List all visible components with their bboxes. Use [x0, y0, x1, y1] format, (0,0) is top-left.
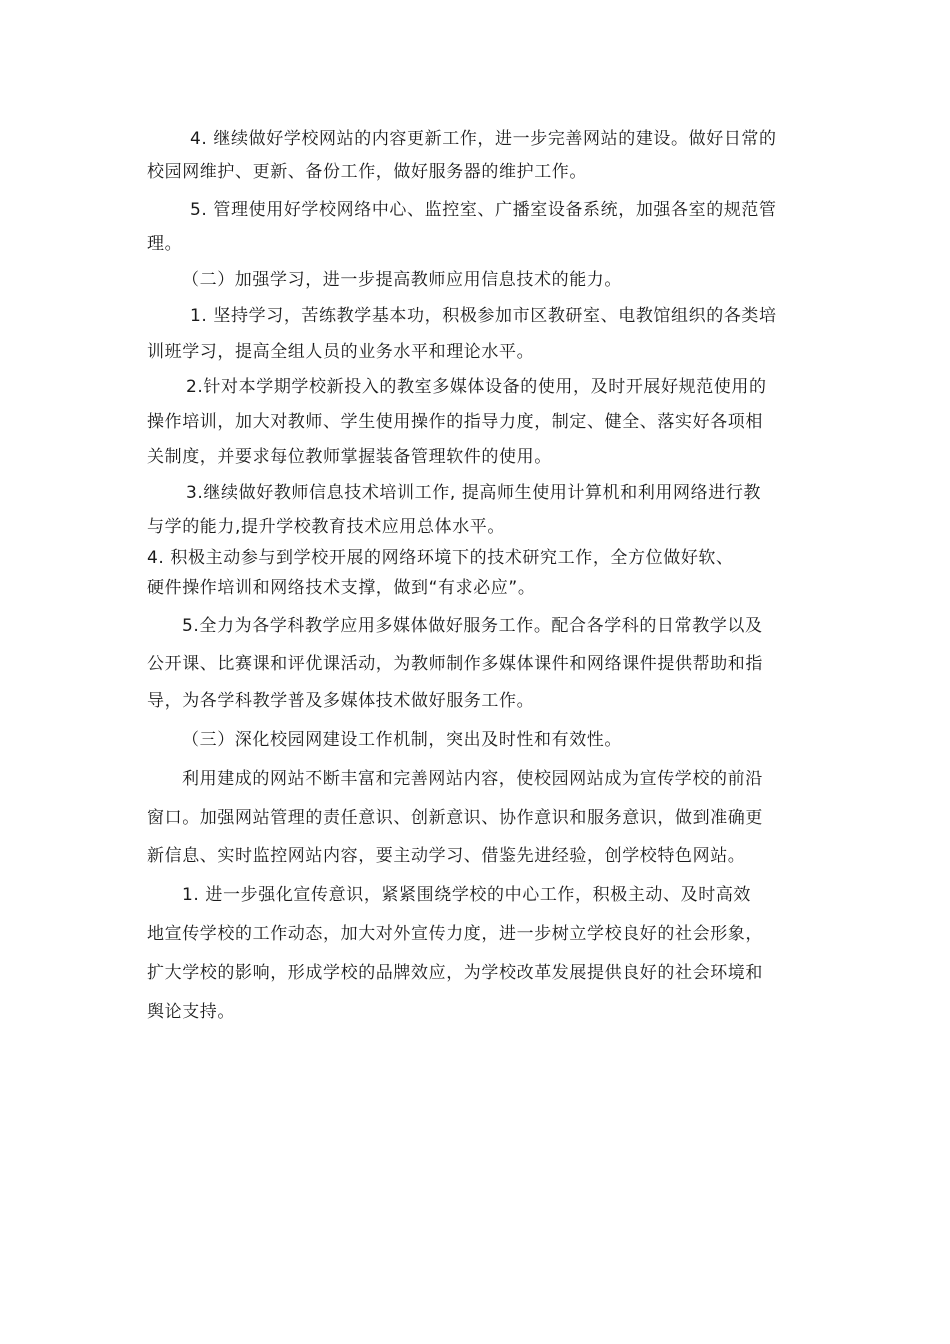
paragraph-5-line-1: 5. 管理使用好学校网络中心、监控室、广播室设备系统，加强各室的规范管 — [190, 200, 777, 220]
item-4-line-1: 4. 积极主动参与到学校开展的网络环境下的技术研究工作，全方位做好软、 — [147, 548, 734, 568]
section-3-item-1-line-1: 1. 进一步强化宣传意识，紧紧围绕学校的中心工作，积极主动、及时高效 — [182, 885, 752, 905]
section-3-paragraph-line-2: 窗口。加强网站管理的责任意识、创新意识、协作意识和服务意识，做到准确更 — [147, 808, 763, 828]
item-3-line-1: 3.继续做好教师信息技术培训工作, 提高师生使用计算机和利用网络进行教 — [186, 483, 762, 503]
section-2-heading: （二）加强学习，进一步提高教师应用信息技术的能力。 — [182, 270, 622, 290]
item-3-line-2: 与学的能力,提升学校教育技术应用总体水平。 — [147, 517, 506, 537]
item-5-line-2: 公开课、比赛课和评优课活动，为教师制作多媒体课件和网络课件提供帮助和指 — [147, 654, 763, 674]
item-5-line-1: 5.全力为各学科教学应用多媒体做好服务工作。配合各学科的日常教学以及 — [182, 616, 763, 636]
section-3-item-1-line-4: 舆论支持。 — [147, 1002, 235, 1022]
item-1-line-1: 1. 坚持学习，苦练教学基本功，积极参加市区教研室、电教馆组织的各类培 — [190, 306, 777, 326]
section-3-item-1-line-2: 地宣传学校的工作动态，加大对外宣传力度，进一步树立学校良好的社会形象， — [147, 924, 763, 944]
item-2-line-2: 操作培训，加大对教师、学生使用操作的指导力度，制定、健全、落实好各项相 — [147, 412, 763, 432]
section-3-item-1-line-3: 扩大学校的影响，形成学校的品牌效应，为学校改革发展提供良好的社会环境和 — [147, 963, 763, 983]
item-2-line-3: 关制度，并要求每位教师掌握装备管理软件的使用。 — [147, 447, 552, 467]
item-1-line-2: 训班学习，提高全组人员的业务水平和理论水平。 — [147, 342, 535, 362]
section-3-heading: （三）深化校园网建设工作机制，突出及时性和有效性。 — [182, 730, 622, 750]
section-3-paragraph-line-1: 利用建成的网站不断丰富和完善网站内容，使校园网站成为宣传学校的前沿 — [182, 769, 763, 789]
item-5-line-3: 导，为各学科教学普及多媒体技术做好服务工作。 — [147, 691, 535, 711]
section-3-paragraph-line-3: 新信息、实时监控网站内容，要主动学习、借鉴先进经验，创学校特色网站。 — [147, 846, 746, 866]
paragraph-5-line-2: 理。 — [147, 234, 183, 254]
paragraph-4-line-1: 4. 继续做好学校网站的内容更新工作，进一步完善网站的建设。做好日常的 — [190, 129, 777, 149]
item-4-line-2: 硬件操作培训和网络技术支撑，做到“有求必应”。 — [147, 578, 536, 598]
item-2-line-1: 2.针对本学期学校新投入的教室多媒体设备的使用，及时开展好规范使用的 — [186, 377, 767, 397]
paragraph-4-line-2: 校园网维护、更新、备份工作，做好服务器的维护工作。 — [147, 162, 587, 182]
